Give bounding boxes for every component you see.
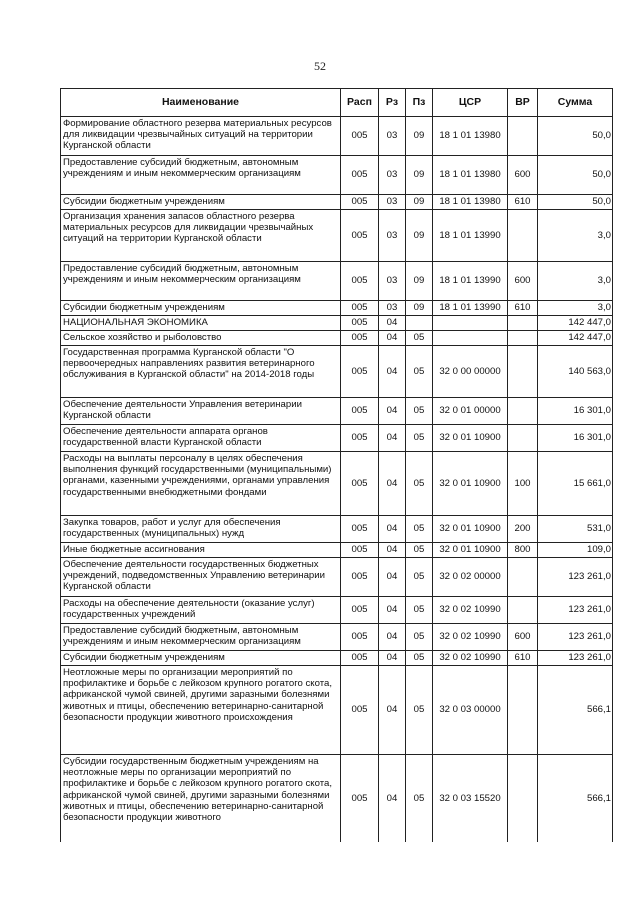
cell-name: Формирование областного резерва материальных ресурсов для ликвидации чрезвычайных ситуаций на территории Курганской области	[61, 117, 341, 156]
cell-rz: 03	[379, 210, 406, 262]
cell-name: Государственная программа Курганской области "О первоочередных направлениях развития ветеринарного обслуживания в Курганской области" на 2014-2018 годы	[61, 346, 341, 398]
cell-pz: 05	[406, 452, 433, 516]
cell-rz: 03	[379, 195, 406, 210]
cell-vr: 600	[508, 262, 538, 301]
cell-rz: 04	[379, 425, 406, 452]
cell-name: Расходы на обеспечение деятельности (оказание услуг) государственных учреждений	[61, 597, 341, 624]
cell-pz: 05	[406, 331, 433, 346]
cell-vr	[508, 316, 538, 331]
cell-rasp: 005	[341, 651, 379, 666]
cell-sum: 16 301,0	[538, 398, 613, 425]
cell-name: Закупка товаров, работ и услуг для обеспечения государственных (муниципальных) нужд	[61, 516, 341, 543]
cell-name: Субсидии бюджетным учреждениям	[61, 301, 341, 316]
cell-pz: 05	[406, 755, 433, 842]
budget-table	[60, 88, 613, 842]
cell-rz: 03	[379, 117, 406, 156]
cell-csr: 32 0 02 10990	[433, 651, 508, 666]
cell-vr: 800	[508, 543, 538, 558]
cell-pz: 05	[406, 543, 433, 558]
cell-rasp: 005	[341, 543, 379, 558]
cell-rz: 04	[379, 624, 406, 651]
cell-sum: 123 261,0	[538, 597, 613, 624]
cell-name: Обеспечение деятельности аппарата органов государственной власти Курганской области	[61, 425, 341, 452]
cell-name: Неотложные меры по организации мероприятий по профилактике и борьбе с лейкозом крупного рогатого скота, африканской чумой свиней, другими заразными болезнями животных и птицы, обеспечению ветеринарно-санитарной безопасности продукции животного происхождения	[61, 666, 341, 755]
cell-csr	[433, 316, 508, 331]
cell-rasp: 005	[341, 452, 379, 516]
col-header-rasp: Расп	[341, 89, 379, 117]
col-header-name: Наименование	[61, 89, 341, 117]
cell-sum: 566,1	[538, 666, 613, 755]
col-header-vr: ВР	[508, 89, 538, 117]
cell-pz: 09	[406, 301, 433, 316]
table-row	[61, 156, 613, 195]
cell-csr: 32 0 01 10900	[433, 543, 508, 558]
cell-vr: 610	[508, 301, 538, 316]
cell-csr: 32 0 02 00000	[433, 558, 508, 597]
cell-csr: 18 1 01 13980	[433, 156, 508, 195]
table-row	[61, 331, 613, 346]
cell-rasp: 005	[341, 755, 379, 842]
cell-rasp: 005	[341, 331, 379, 346]
table-row	[61, 516, 613, 543]
cell-pz	[406, 316, 433, 331]
cell-rz: 04	[379, 666, 406, 755]
cell-pz: 09	[406, 195, 433, 210]
cell-vr: 610	[508, 195, 538, 210]
cell-rasp: 005	[341, 301, 379, 316]
cell-csr: 32 0 03 00000	[433, 666, 508, 755]
cell-pz: 05	[406, 516, 433, 543]
cell-pz: 09	[406, 156, 433, 195]
cell-vr: 610	[508, 651, 538, 666]
table-row	[61, 316, 613, 331]
table-row	[61, 398, 613, 425]
cell-sum: 123 261,0	[538, 558, 613, 597]
cell-pz: 05	[406, 425, 433, 452]
cell-rz: 04	[379, 346, 406, 398]
cell-csr: 18 1 01 13980	[433, 117, 508, 156]
cell-rz: 04	[379, 755, 406, 842]
cell-name: Обеспечение деятельности Управления ветеринарии Курганской области	[61, 398, 341, 425]
cell-rasp: 005	[341, 516, 379, 543]
table-row	[61, 624, 613, 651]
cell-name: Субсидии государственным бюджетным учреждениям на неотложные меры по организации мероприятий по профилактике и борьбе с лейкозом крупного рогатого скота, африканской чумой свиней, другими заразными болезнями животных и птицы, обеспечению ветеринарно-санитарной безопасности продукции животного	[61, 755, 341, 842]
cell-sum: 3,0	[538, 210, 613, 262]
cell-sum: 50,0	[538, 195, 613, 210]
cell-csr: 32 0 02 10990	[433, 624, 508, 651]
cell-rasp: 005	[341, 624, 379, 651]
cell-pz: 05	[406, 651, 433, 666]
cell-rasp: 005	[341, 262, 379, 301]
table-header-row	[61, 89, 613, 117]
cell-csr: 32 0 03 15520	[433, 755, 508, 842]
cell-rasp: 005	[341, 117, 379, 156]
cell-pz: 09	[406, 262, 433, 301]
cell-vr	[508, 346, 538, 398]
cell-rz: 03	[379, 262, 406, 301]
cell-vr	[508, 597, 538, 624]
col-header-pz: Пз	[406, 89, 433, 117]
table-row	[61, 543, 613, 558]
cell-rasp: 005	[341, 425, 379, 452]
cell-name: Сельское хозяйство и рыболовство	[61, 331, 341, 346]
table-row	[61, 346, 613, 398]
cell-rasp: 005	[341, 597, 379, 624]
cell-name: Предоставление субсидий бюджетным, автономным учреждениям и иным некоммерческим организациям	[61, 624, 341, 651]
table-row	[61, 210, 613, 262]
cell-name: Субсидии бюджетным учреждениям	[61, 651, 341, 666]
cell-rz: 04	[379, 331, 406, 346]
col-header-rz: Рз	[379, 89, 406, 117]
cell-pz: 05	[406, 666, 433, 755]
cell-vr	[508, 666, 538, 755]
cell-name: Субсидии бюджетным учреждениям	[61, 195, 341, 210]
cell-pz: 05	[406, 558, 433, 597]
cell-name: Иные бюджетные ассигнования	[61, 543, 341, 558]
table-row	[61, 262, 613, 301]
cell-sum: 123 261,0	[538, 624, 613, 651]
cell-csr: 18 1 01 13990	[433, 210, 508, 262]
table-row	[61, 195, 613, 210]
cell-rasp: 005	[341, 195, 379, 210]
cell-rz: 03	[379, 301, 406, 316]
table-row	[61, 755, 613, 842]
cell-sum: 16 301,0	[538, 425, 613, 452]
cell-name: Организация хранения запасов областного резерва материальных ресурсов для ликвидации чрезвычайных ситуаций на территории Курганской области	[61, 210, 341, 262]
cell-csr: 32 0 01 00000	[433, 398, 508, 425]
cell-csr: 32 0 01 10900	[433, 516, 508, 543]
cell-rz: 04	[379, 558, 406, 597]
cell-sum: 142 447,0	[538, 331, 613, 346]
cell-rz: 04	[379, 516, 406, 543]
table-row	[61, 117, 613, 156]
cell-name: Предоставление субсидий бюджетным, автономным учреждениям и иным некоммерческим организациям	[61, 262, 341, 301]
cell-rasp: 005	[341, 398, 379, 425]
cell-sum: 50,0	[538, 117, 613, 156]
cell-rasp: 005	[341, 316, 379, 331]
cell-csr: 32 0 01 10900	[433, 425, 508, 452]
cell-csr: 18 1 01 13990	[433, 301, 508, 316]
cell-pz: 05	[406, 624, 433, 651]
table-row	[61, 597, 613, 624]
cell-vr	[508, 331, 538, 346]
col-header-csr: ЦСР	[433, 89, 508, 117]
cell-rasp: 005	[341, 210, 379, 262]
cell-vr	[508, 117, 538, 156]
cell-rasp: 005	[341, 346, 379, 398]
cell-sum: 50,0	[538, 156, 613, 195]
cell-pz: 09	[406, 117, 433, 156]
cell-pz: 05	[406, 597, 433, 624]
cell-sum: 3,0	[538, 262, 613, 301]
cell-name: Обеспечение деятельности государственных бюджетных учреждений, подведомственных Управлению ветеринарии Курганской области	[61, 558, 341, 597]
table-row	[61, 666, 613, 755]
cell-csr: 32 0 00 00000	[433, 346, 508, 398]
cell-sum: 109,0	[538, 543, 613, 558]
table-row	[61, 301, 613, 316]
cell-csr: 32 0 01 10900	[433, 452, 508, 516]
cell-rz: 03	[379, 156, 406, 195]
cell-name: НАЦИОНАЛЬНАЯ ЭКОНОМИКА	[61, 316, 341, 331]
cell-vr	[508, 425, 538, 452]
cell-sum: 142 447,0	[538, 316, 613, 331]
cell-sum: 531,0	[538, 516, 613, 543]
cell-csr: 18 1 01 13990	[433, 262, 508, 301]
cell-vr	[508, 755, 538, 842]
cell-sum: 140 563,0	[538, 346, 613, 398]
cell-vr	[508, 558, 538, 597]
cell-sum: 15 661,0	[538, 452, 613, 516]
cell-sum: 123 261,0	[538, 651, 613, 666]
cell-pz: 05	[406, 346, 433, 398]
cell-rasp: 005	[341, 666, 379, 755]
cell-rz: 04	[379, 543, 406, 558]
cell-csr: 18 1 01 13980	[433, 195, 508, 210]
table-row	[61, 452, 613, 516]
table-row	[61, 651, 613, 666]
cell-csr: 32 0 02 10990	[433, 597, 508, 624]
cell-sum: 566,1	[538, 755, 613, 842]
cell-rz: 04	[379, 398, 406, 425]
cell-vr: 600	[508, 156, 538, 195]
cell-pz: 09	[406, 210, 433, 262]
cell-vr: 600	[508, 624, 538, 651]
col-header-sum: Сумма	[538, 89, 613, 117]
cell-rasp: 005	[341, 558, 379, 597]
page-number: 52	[314, 59, 326, 73]
cell-name: Расходы на выплаты персоналу в целях обеспечения выполнения функций государственными (муниципальными) органами, казенными учреждениями, органами управления государственными внебюджетными фондами	[61, 452, 341, 516]
table-row	[61, 425, 613, 452]
cell-rasp: 005	[341, 156, 379, 195]
table-row	[61, 558, 613, 597]
cell-sum: 3,0	[538, 301, 613, 316]
cell-pz: 05	[406, 398, 433, 425]
cell-vr: 100	[508, 452, 538, 516]
cell-rz: 04	[379, 597, 406, 624]
cell-vr	[508, 210, 538, 262]
cell-rz: 04	[379, 452, 406, 516]
cell-rz: 04	[379, 651, 406, 666]
cell-csr	[433, 331, 508, 346]
cell-vr	[508, 398, 538, 425]
cell-vr: 200	[508, 516, 538, 543]
cell-rz: 04	[379, 316, 406, 331]
cell-name: Предоставление субсидий бюджетным, автономным учреждениям и иным некоммерческим организациям	[61, 156, 341, 195]
